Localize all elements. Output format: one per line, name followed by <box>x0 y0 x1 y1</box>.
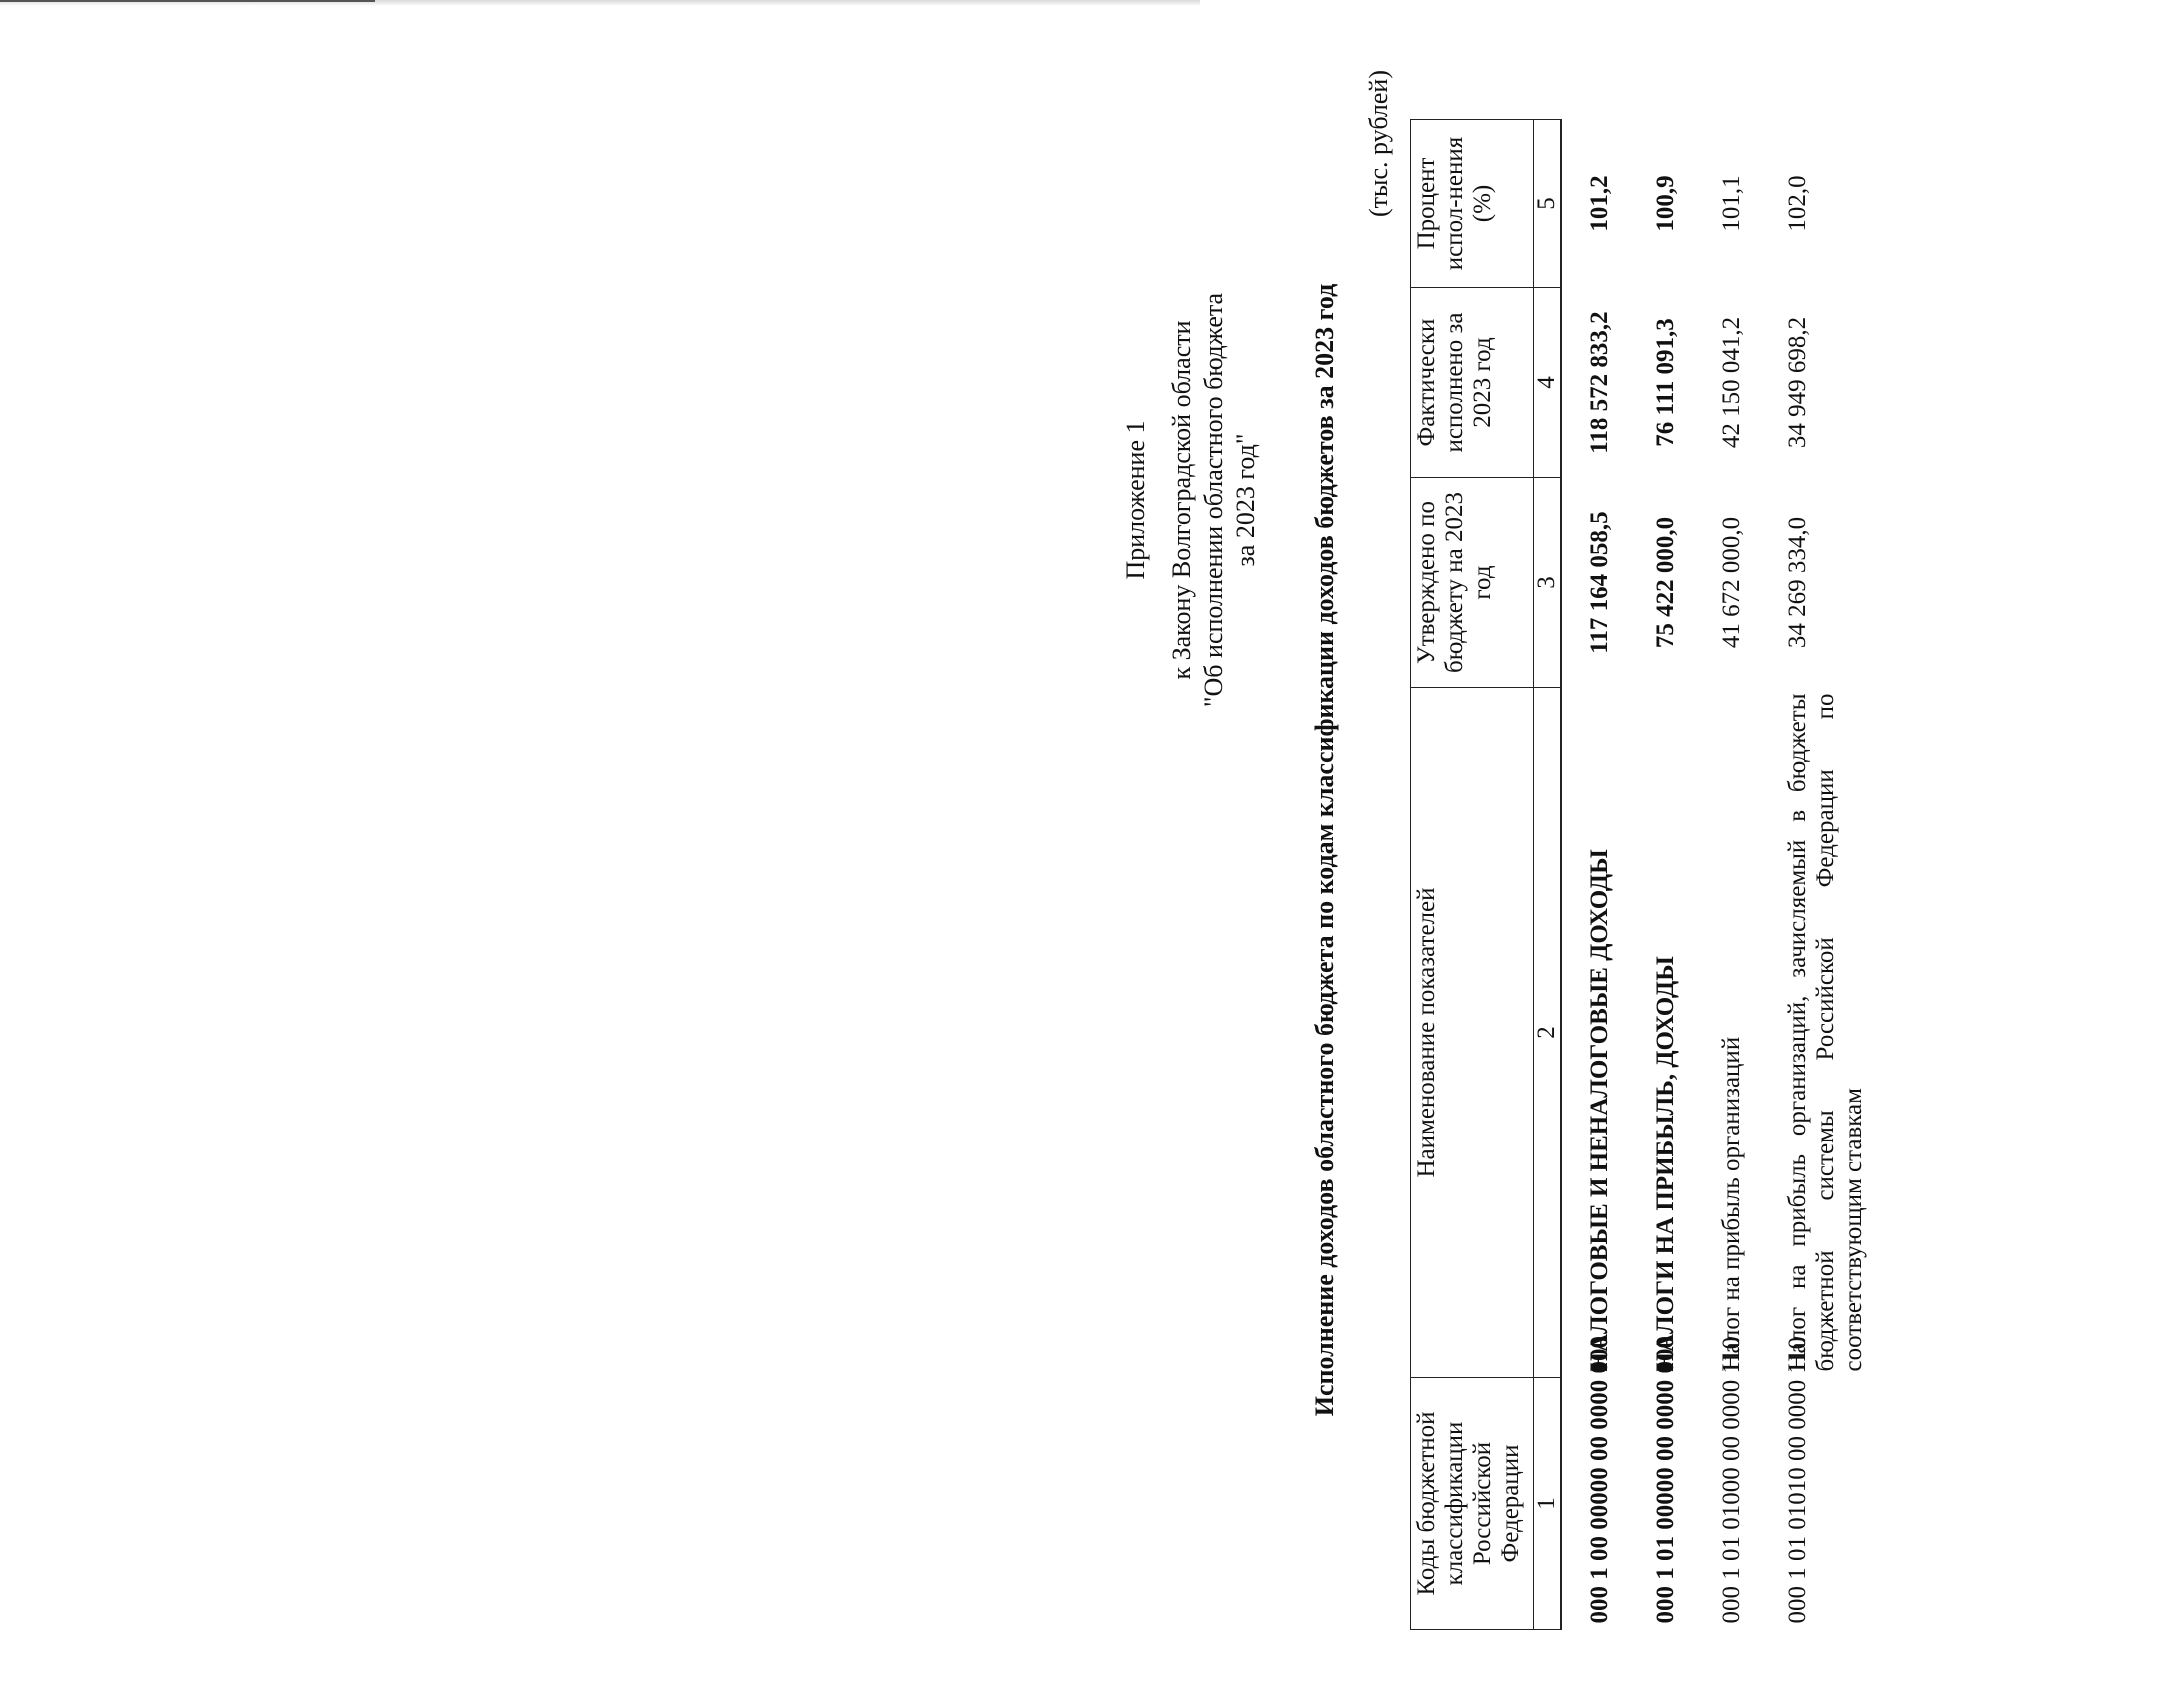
units-label: (тыс. рублей) <box>1364 70 1393 218</box>
header-codes: Коды бюджетной классификации Российской Федерации <box>1411 1378 1534 1630</box>
column-number: 1 <box>1534 1378 1562 1630</box>
document-title: Исполнение доходов областного бюджета по кодам классификации доходов бюджетов за 2023 год <box>1310 283 1339 1417</box>
row-actual: 76 111 091,3 <box>1652 318 1679 447</box>
appendix-header <box>1120 120 1262 880</box>
table-row <box>1760 120 1882 1630</box>
column-number: 3 <box>1534 478 1562 688</box>
row-percent: 101,1 <box>1718 175 1745 232</box>
row-actual: 34 949 698,2 <box>1784 316 1811 449</box>
row-approved: 41 672 000,0 <box>1718 516 1745 649</box>
table-header-row <box>1411 120 1534 1630</box>
appendix-line-3: за 2023 год" <box>1231 433 1260 567</box>
row-percent: 100,9 <box>1652 175 1679 232</box>
header-approved: Утверждено по бюджету на 2023 год <box>1411 478 1534 688</box>
row-code: 000 1 01 01010 00 0000 110 <box>1784 1336 1811 1624</box>
row-approved: 34 269 334,0 <box>1784 516 1811 649</box>
header-actual: Фактически исполнено за 2023 год <box>1411 288 1534 478</box>
table-row <box>1628 120 1694 1630</box>
row-actual: 42 150 041,2 <box>1718 316 1745 449</box>
column-number: 5 <box>1534 120 1562 288</box>
row-code: 000 1 01 00000 00 0000 000 <box>1652 1336 1679 1624</box>
row-approved: 75 422 000,0 <box>1652 516 1679 649</box>
header-indicator-name: Наименование показателей <box>1411 688 1534 1378</box>
rotated-page <box>1120 50 2160 1650</box>
table-row <box>1561 120 1628 1630</box>
row-approved: 117 164 058,5 <box>1586 511 1613 654</box>
row-name: Налог на прибыль организаций, зачисляемый в бюджеты бюджетной системы Российской Федерации по соответствующим ставкам <box>1784 693 1867 1372</box>
row-code: 000 1 00 00000 00 0000 000 <box>1586 1336 1613 1624</box>
row-name: НАЛОГИ НА ПРИБЫЛЬ, ДОХОДЫ <box>1652 956 1679 1372</box>
row-name: Налог на прибыль организаций <box>1718 1036 1745 1372</box>
row-percent: 102,0 <box>1784 175 1811 232</box>
row-actual: 118 572 833,2 <box>1586 311 1613 454</box>
revenue-table <box>1410 119 1882 1630</box>
appendix-line-2: "Об исполнении областного бюджета <box>1199 292 1228 708</box>
column-number: 4 <box>1534 288 1562 478</box>
appendix-number: Приложение 1 <box>1121 420 1150 580</box>
appendix-line-1: к Закону Волгоградской области <box>1167 320 1196 680</box>
scan-edge-line <box>0 0 375 2</box>
header-percent: Процент испол-нения (%) <box>1411 120 1534 288</box>
table-row <box>1694 120 1760 1630</box>
row-percent: 101,2 <box>1586 175 1613 232</box>
row-code: 000 1 01 01000 00 0000 110 <box>1718 1336 1745 1624</box>
column-numbers-row <box>1534 120 1562 1630</box>
column-number: 2 <box>1534 688 1562 1378</box>
row-name: НАЛОГОВЫЕ И НЕНАЛОГОВЫЕ ДОХОДЫ <box>1586 849 1613 1372</box>
